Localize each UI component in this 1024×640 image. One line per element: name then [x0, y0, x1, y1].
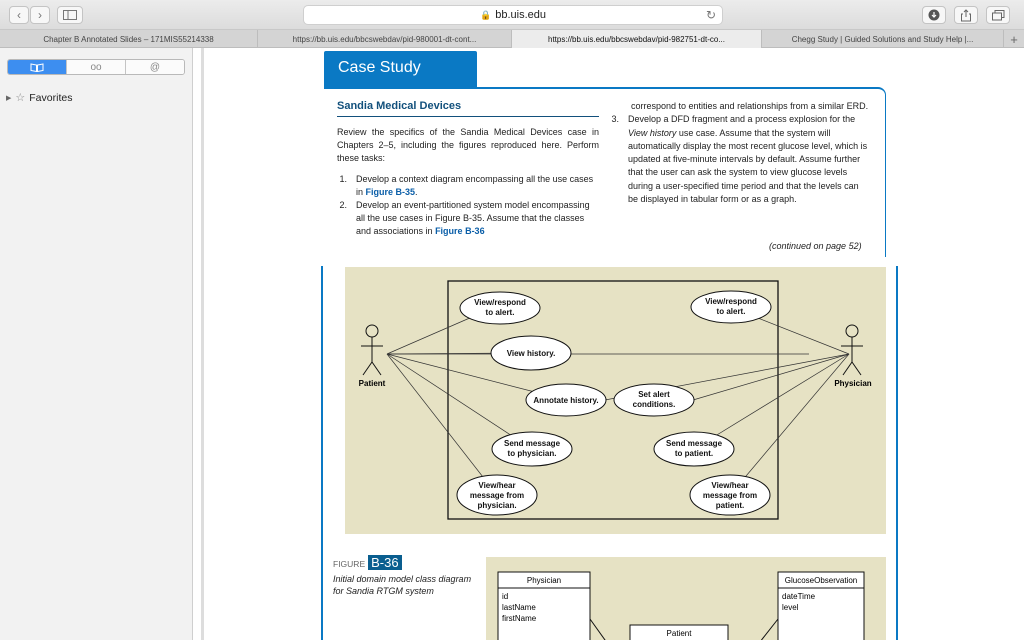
- browser-toolbar: [0, 0, 1024, 30]
- share-button[interactable]: [954, 6, 978, 24]
- star-icon: ☆: [15, 92, 26, 104]
- task-item-2-continued: correspond to entities and relationships from a similar ERD.: [631, 101, 869, 111]
- chevron-left-icon: ‹: [17, 8, 21, 22]
- uc-view-history: View history.: [506, 349, 556, 358]
- uc-respond-physician-line1: View/respond: [705, 297, 757, 306]
- new-tab-button[interactable]: [1004, 30, 1024, 48]
- uc-hear-physician-line3: physician.: [477, 501, 517, 510]
- figure-label: FIGURE: [333, 559, 366, 569]
- uc-send-physician-line1: Send message: [503, 439, 561, 448]
- physician-actor-icon: [841, 325, 863, 375]
- sidebar-icon: [63, 10, 77, 20]
- lock-icon: 🔒: [480, 9, 492, 20]
- uc-send-patient-line1: Send message: [665, 439, 723, 448]
- uc-send-patient-line2: to patient.: [674, 449, 714, 458]
- sidebar: [0, 48, 193, 640]
- case-heading: Sandia Medical Devices: [337, 100, 599, 117]
- class-physician-attr-firstname: firstName: [502, 614, 537, 623]
- address-text: bb.uis.edu: [495, 9, 546, 21]
- class-patient-title: Patient: [666, 629, 692, 638]
- figure-ref-b36: Figure B-36: [435, 226, 485, 236]
- actor-patient-label: Patient: [358, 379, 386, 388]
- forward-button[interactable]: [30, 6, 50, 24]
- class-physician-title: Physician: [526, 576, 562, 585]
- sidebar-toggle-button[interactable]: [57, 6, 83, 24]
- reload-icon[interactable]: ↻: [705, 8, 716, 22]
- case-intro: Review the specifics of the Sandia Medical Devices case in Chapters 2–5, including the figures reproduced here. Perform these tasks:: [337, 127, 599, 163]
- class-diagram: [486, 557, 886, 640]
- uc-annotate-history: Annotate history.: [533, 396, 599, 405]
- page-edge: [201, 48, 204, 640]
- class-physician-attr-lastname: lastName: [502, 603, 536, 612]
- tab-pid-980001[interactable]: https://bb.uis.edu/bbcswebdav/pid-980001-dt-cont...: [258, 30, 512, 48]
- uc-hear-patient-line1: View/hear: [711, 481, 749, 490]
- tab-strip: [0, 30, 1024, 48]
- glasses-icon: oo: [90, 61, 102, 73]
- tabs-icon: [992, 10, 1005, 21]
- task-item-2: 2. Develop an event-partitioned system model encompassing all the use cases in Figure B-35. Assume that the classes and associations in Figure B-36: [339, 200, 590, 236]
- favorites-label: Favorites: [29, 91, 73, 104]
- use-case-diagram: [345, 267, 886, 534]
- patient-actor-icon: [361, 325, 383, 375]
- task-item-1: 1. Develop a context diagram encompassing all the use cases in Figure B-35.: [339, 174, 594, 197]
- uc-hear-patient-line3: patient.: [715, 501, 745, 510]
- tab-pid-982751[interactable]: https://bb.uis.edu/bbcswebdav/pid-982751-dt-co...: [512, 30, 762, 48]
- uc-respond-patient-line1: View/respond: [474, 298, 526, 307]
- uc-respond-physician-line2: to alert.: [716, 307, 746, 316]
- downloads-button[interactable]: [922, 6, 946, 24]
- continued-note: (continued on page 52): [769, 241, 862, 251]
- disclosure-triangle-icon[interactable]: ▶: [6, 94, 12, 102]
- address-bar[interactable]: [303, 5, 723, 25]
- tab-chapter-b[interactable]: Chapter B Annotated Slides – 171MIS55214338: [0, 30, 258, 48]
- uc-send-physician-line2: to physician.: [507, 449, 557, 458]
- plus-icon: +: [1010, 31, 1018, 47]
- uc-hear-physician-line2: message from: [469, 491, 525, 500]
- download-icon: [928, 9, 940, 21]
- back-button[interactable]: [9, 6, 29, 24]
- tab-chegg[interactable]: Chegg Study | Guided Solutions and Study Help |...: [762, 30, 1004, 48]
- case-study-column-left: [337, 100, 599, 238]
- figure-description: Initial domain model class diagram for Sandia RTGM system: [333, 574, 472, 596]
- page-content: [194, 48, 1024, 640]
- uc-set-alert-line2: conditions.: [632, 400, 676, 409]
- tabs-overview-button[interactable]: [986, 6, 1010, 24]
- figure-caption: [333, 555, 473, 597]
- actor-physician-label: Physician: [834, 379, 872, 388]
- class-glucose-attr-level: level: [782, 603, 799, 612]
- sidebar-segmented-control: [7, 59, 185, 75]
- uc-hear-patient-line2: message from: [702, 491, 758, 500]
- at-icon: @: [149, 61, 161, 73]
- class-physician-attr-id: id: [502, 592, 509, 601]
- uc-respond-patient-line2: to alert.: [485, 308, 515, 317]
- class-glucose-attr-datetime: dateTime: [782, 592, 816, 601]
- task-item-3: 3. Develop a DFD fragment and a process explosion for the View history use case. Assume that the system will automatically display the most recent glucose level, which is updated at five-minute intervals by default. Assume further that the user can ask the system to view glucose levels during a user-specified time period and that the levels can be displayed in tabular form or as a graph.: [611, 114, 868, 205]
- uc-hear-physician-line1: View/hear: [478, 481, 516, 490]
- book-icon: [30, 63, 44, 72]
- case-study-column-right: [609, 100, 871, 206]
- uc-set-alert-line1: Set alert: [638, 390, 670, 399]
- bookmarks-tab[interactable]: [8, 60, 67, 74]
- case-study-tab: Case Study: [324, 51, 477, 87]
- shared-links-tab[interactable]: [126, 60, 184, 74]
- reading-list-tab[interactable]: [67, 60, 126, 74]
- share-icon: [960, 9, 972, 22]
- chevron-right-icon: ›: [38, 8, 42, 22]
- figure-ref-b35: Figure B-35: [365, 187, 416, 197]
- favorites-folder[interactable]: [6, 91, 72, 104]
- class-glucose-title: GlucoseObservation: [784, 576, 858, 585]
- figure-number: B-36: [368, 555, 401, 570]
